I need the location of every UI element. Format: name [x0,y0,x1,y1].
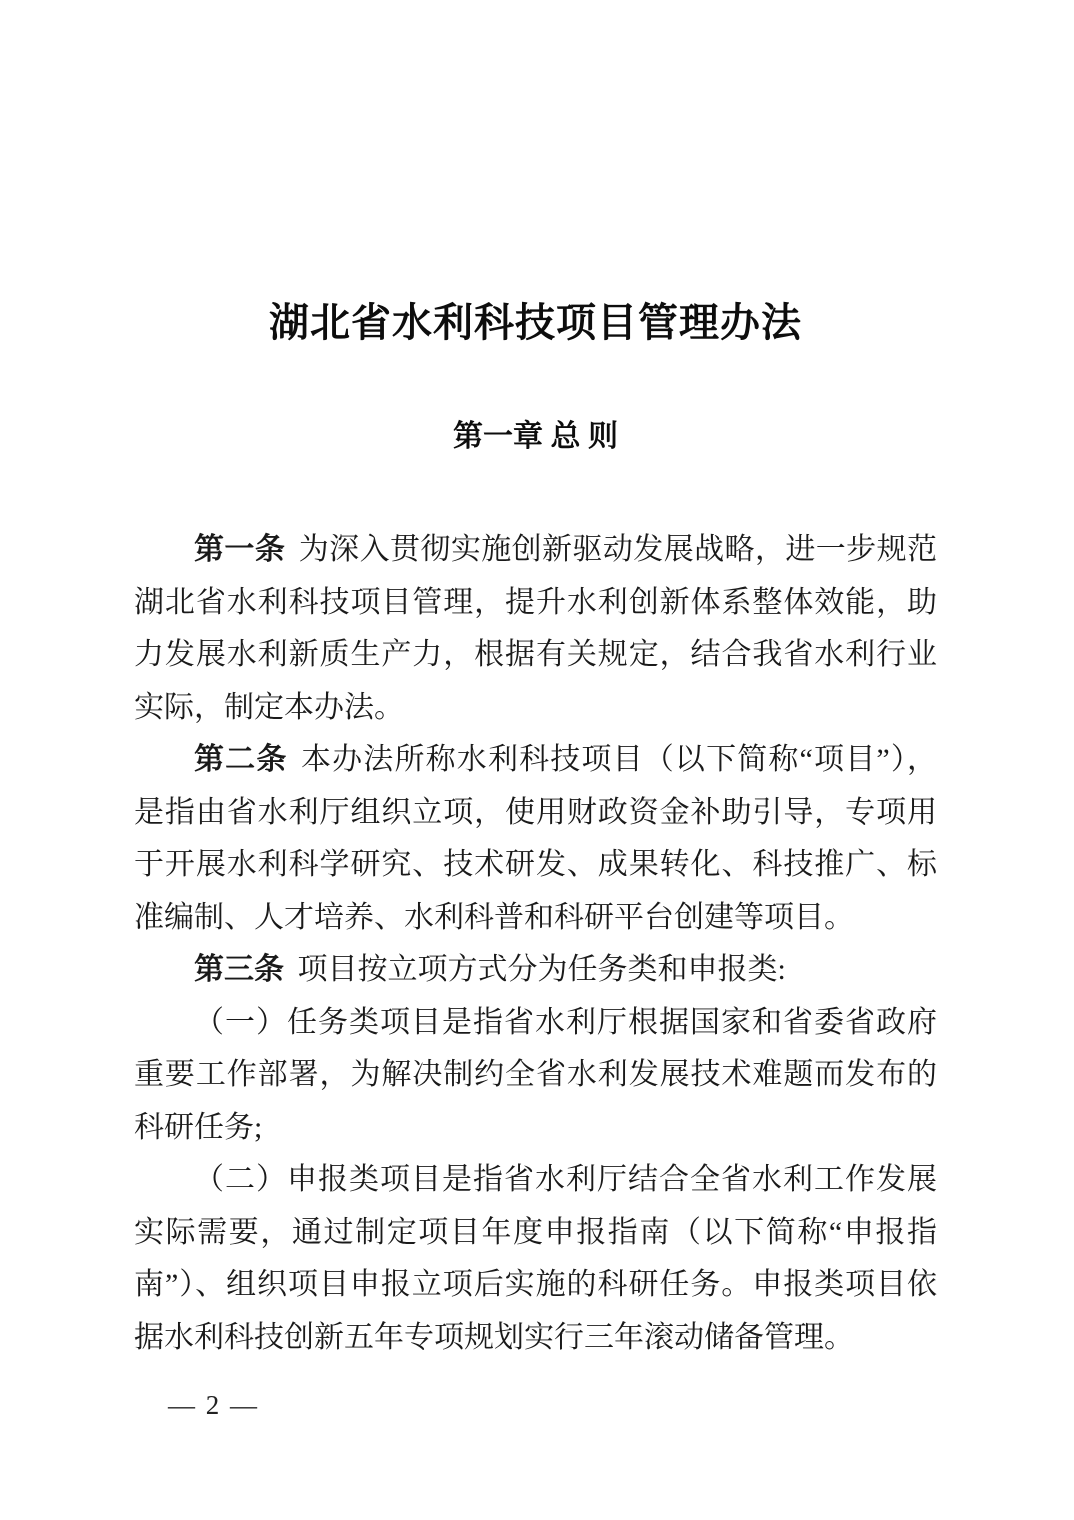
paragraph-article-2 [134,734,937,944]
document-title: 湖北省水利科技项目管理办法 [269,300,802,345]
item-2-text: （二）申报类项目是指省水利厅结合全省水利工作发展实际需要，通过制定项目年度申报指南（以下简称“申报指南”）、组织项目申报立项后实施的科研任务。申报类项目依据水利科技创新五年专项规划实行三年滚动储备管理。 [134,1163,937,1354]
article-2-text: 本办法所称水利科技项目（以下简称“项目”），是指由省水利厅组织立项，使用财政资金补助引导，专项用于开展水利科学研究、技术研发、成果转化、科技推广、标准编制、人才培养、水利科普和科研平台创建等项目。 [134,743,937,934]
article-3-label: 第三条 [194,953,284,986]
article-1-label: 第一条 [194,533,286,566]
paragraph-article-1 [134,524,937,734]
document-body [134,524,937,1364]
item-1-text: （一）任务类项目是指省水利厅根据国家和省委省政府重要工作部署，为解决制约全省水利发展技术难题而发布的科研任务; [134,1005,937,1144]
chapter-heading: 第一章 总 则 [453,420,618,453]
paragraph-article-3 [134,944,937,997]
article-1-text: 为深入贯彻实施创新驱动发展战略，进一步规范湖北省水利科技项目管理，提升水利创新体系整体效能，助力发展水利新质生产力，根据有关规定，结合我省水利行业实际，制定本办法。 [134,533,938,724]
article-2-label: 第二条 [194,743,288,776]
article-3-text: 项目按立项方式分为任务类和申报类: [297,953,786,986]
page-number: — 2 — [168,1390,259,1420]
paragraph-item-2 [134,1154,937,1364]
paragraph-item-1 [134,997,937,1155]
